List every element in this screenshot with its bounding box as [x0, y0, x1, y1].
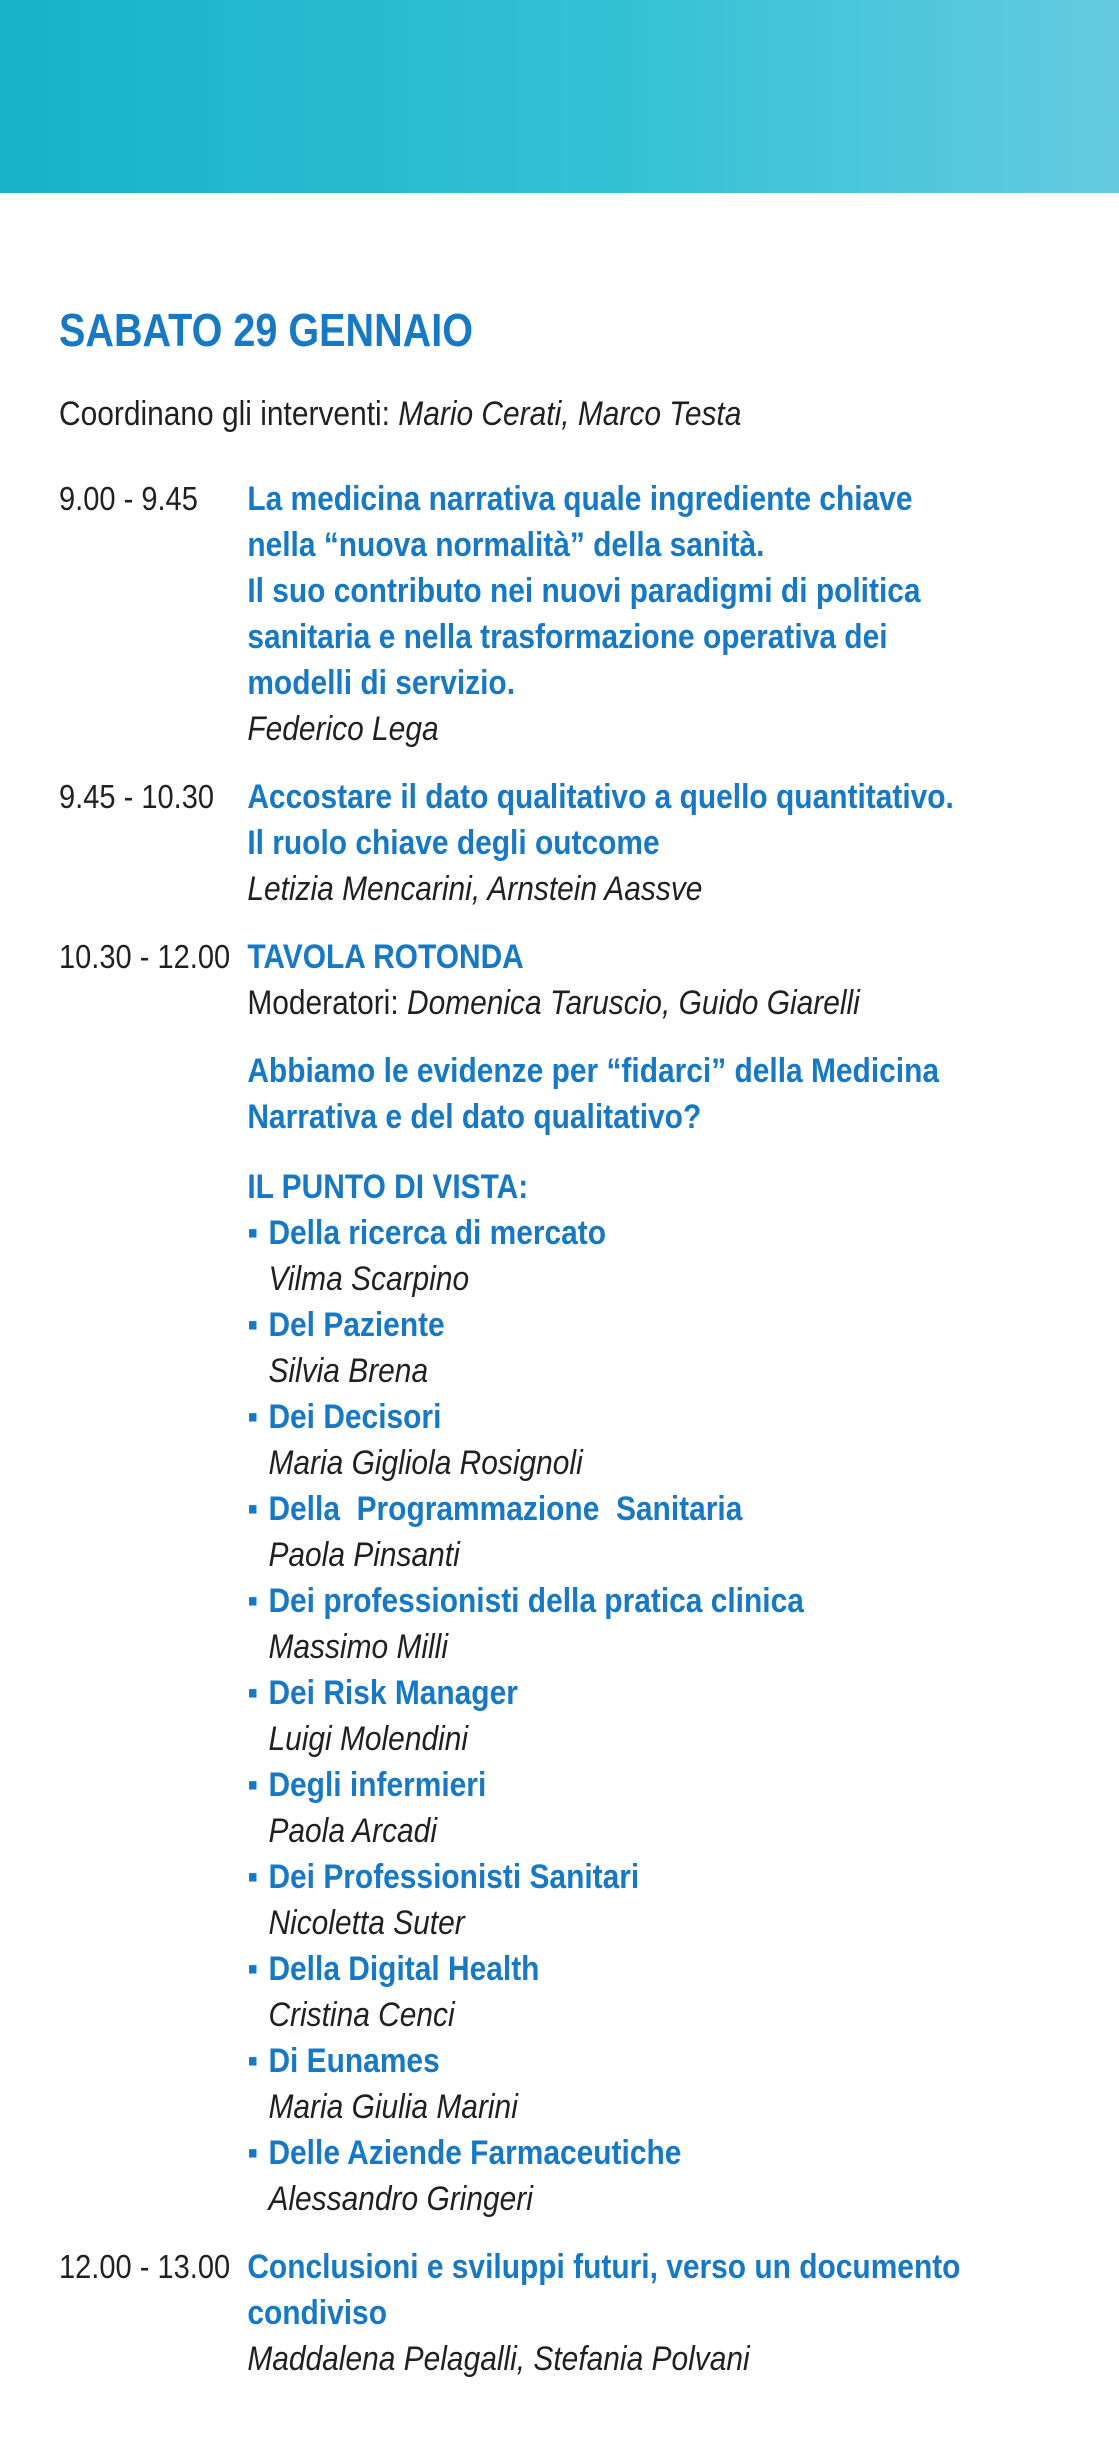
square-bullet-icon: ▪	[247, 1766, 258, 1804]
session-title-line: Il suo contributo nei nuovi paradigmi di politica	[247, 572, 921, 610]
session-title-line: Accostare il dato qualitativo a quello quantitativo.	[247, 778, 954, 816]
session-title-line: Il ruolo chiave degli outcome	[247, 824, 660, 862]
viewpoint-label: Dei Decisori	[268, 1398, 442, 1436]
round-table-title: TAVOLA ROTONDA	[247, 938, 524, 976]
session-body	[247, 774, 1062, 912]
day-title: SABATO 29 GENNAIO	[59, 304, 473, 356]
viewpoint-person: Paola Arcadi	[268, 1812, 437, 1850]
viewpoint-label: Del Paziente	[268, 1306, 445, 1344]
square-bullet-icon: ▪	[247, 2134, 258, 2172]
round-table-question	[247, 1048, 1062, 1140]
coordinators-label: Coordinano gli interventi:	[59, 395, 399, 433]
session-time: 9.45 - 10.30	[59, 778, 215, 815]
viewpoint-label: Dei professionisti della pratica clinica	[268, 1582, 804, 1620]
session-title-line: modelli di servizio.	[247, 664, 516, 702]
viewpoint-label: Di Eunames	[268, 2042, 440, 2080]
square-bullet-icon: ▪	[247, 1214, 258, 1252]
viewpoint-label: Dei Risk Manager	[268, 1674, 518, 1712]
question-line: Abbiamo le evidenze per “fidarci” della Medicina	[247, 1052, 940, 1090]
square-bullet-icon: ▪	[247, 1674, 258, 1712]
moderators-names: Domenica Taruscio, Guido Giarelli	[406, 984, 860, 1022]
session-speakers: Federico Lega	[247, 710, 439, 748]
viewpoint-item	[247, 1946, 1062, 2038]
program-body	[59, 392, 961, 2382]
viewpoint-person: Maria Gigliola Rosignoli	[268, 1444, 583, 1482]
square-bullet-icon: ▪	[247, 1306, 258, 1344]
viewpoint-item	[247, 1394, 1062, 1486]
session-time: 12.00 - 13.00	[59, 2248, 231, 2285]
session-speakers: Maddalena Pelagalli, Stefania Polvani	[247, 2340, 750, 2378]
program-content	[59, 300, 1069, 2382]
session-3-round-table	[59, 934, 1062, 2222]
viewpoint-item	[247, 1762, 1062, 1854]
viewpoint-person: Maria Giulia Marini	[268, 2088, 518, 2126]
session-title-line: Conclusioni e sviluppi futuri, verso un documento	[247, 2248, 961, 2286]
viewpoints-heading: IL PUNTO DI VISTA:	[247, 1168, 529, 1206]
question-line: Narrativa e del dato qualitativo?	[247, 1098, 702, 1136]
viewpoint-person: Massimo Milli	[268, 1628, 448, 1666]
viewpoint-person: Vilma Scarpino	[268, 1260, 470, 1298]
viewpoint-item	[247, 1302, 1062, 1394]
session-title-line: sanitaria e nella trasformazione operativa dei	[247, 618, 888, 656]
session-1	[59, 476, 1062, 752]
moderators-label: Moderatori:	[247, 984, 407, 1022]
viewpoint-person: Paola Pinsanti	[268, 1536, 460, 1574]
viewpoint-label: Degli infermieri	[268, 1766, 487, 1804]
session-time: 9.00 - 9.45	[59, 480, 198, 517]
square-bullet-icon: ▪	[247, 1490, 258, 1528]
viewpoints-section	[247, 1164, 1062, 2222]
viewpoint-person: Silvia Brena	[268, 1352, 429, 1390]
square-bullet-icon: ▪	[247, 1950, 258, 1988]
session-body	[247, 934, 1062, 2222]
viewpoint-label: Dei Professionisti Sanitari	[268, 1858, 640, 1896]
viewpoint-person: Nicoletta Suter	[268, 1904, 465, 1942]
session-title-line: nella “nuova normalità” della sanità.	[247, 526, 765, 564]
session-title-line: La medicina narrativa quale ingrediente chiave	[247, 480, 913, 518]
viewpoint-label: Delle Aziende Farmaceutiche	[268, 2134, 682, 2172]
viewpoint-person: Cristina Cenci	[268, 1996, 455, 2034]
moderators-line	[247, 980, 1062, 1026]
viewpoint-item	[247, 2038, 1062, 2130]
viewpoint-item	[247, 1670, 1062, 1762]
viewpoint-person: Alessandro Gringeri	[268, 2180, 533, 2218]
square-bullet-icon: ▪	[247, 1582, 258, 1620]
viewpoint-item	[247, 1854, 1062, 1946]
viewpoint-person: Luigi Molendini	[268, 1720, 469, 1758]
viewpoint-item	[247, 1210, 1062, 1302]
session-speakers: Letizia Mencarini, Arnstein Aassve	[247, 870, 703, 908]
session-title-line: condiviso	[247, 2294, 387, 2332]
viewpoint-label: Della ricerca di mercato	[268, 1214, 607, 1252]
header-band	[0, 0, 1119, 193]
session-body	[247, 476, 1062, 752]
square-bullet-icon: ▪	[247, 2042, 258, 2080]
session-4	[59, 2244, 1062, 2382]
coordinators-line	[59, 392, 1062, 436]
session-body	[247, 2244, 1062, 2382]
coordinators-names: Mario Cerati, Marco Testa	[398, 395, 742, 433]
square-bullet-icon: ▪	[247, 1398, 258, 1436]
viewpoint-item	[247, 1486, 1062, 1578]
session-time: 10.30 - 12.00	[59, 938, 231, 975]
viewpoint-label: Della Programmazione Sanitaria	[268, 1490, 743, 1528]
viewpoint-item	[247, 2130, 1062, 2222]
square-bullet-icon: ▪	[247, 1858, 258, 1896]
viewpoint-label: Della Digital Health	[268, 1950, 540, 1988]
viewpoint-item	[247, 1578, 1062, 1670]
session-2	[59, 774, 1062, 912]
